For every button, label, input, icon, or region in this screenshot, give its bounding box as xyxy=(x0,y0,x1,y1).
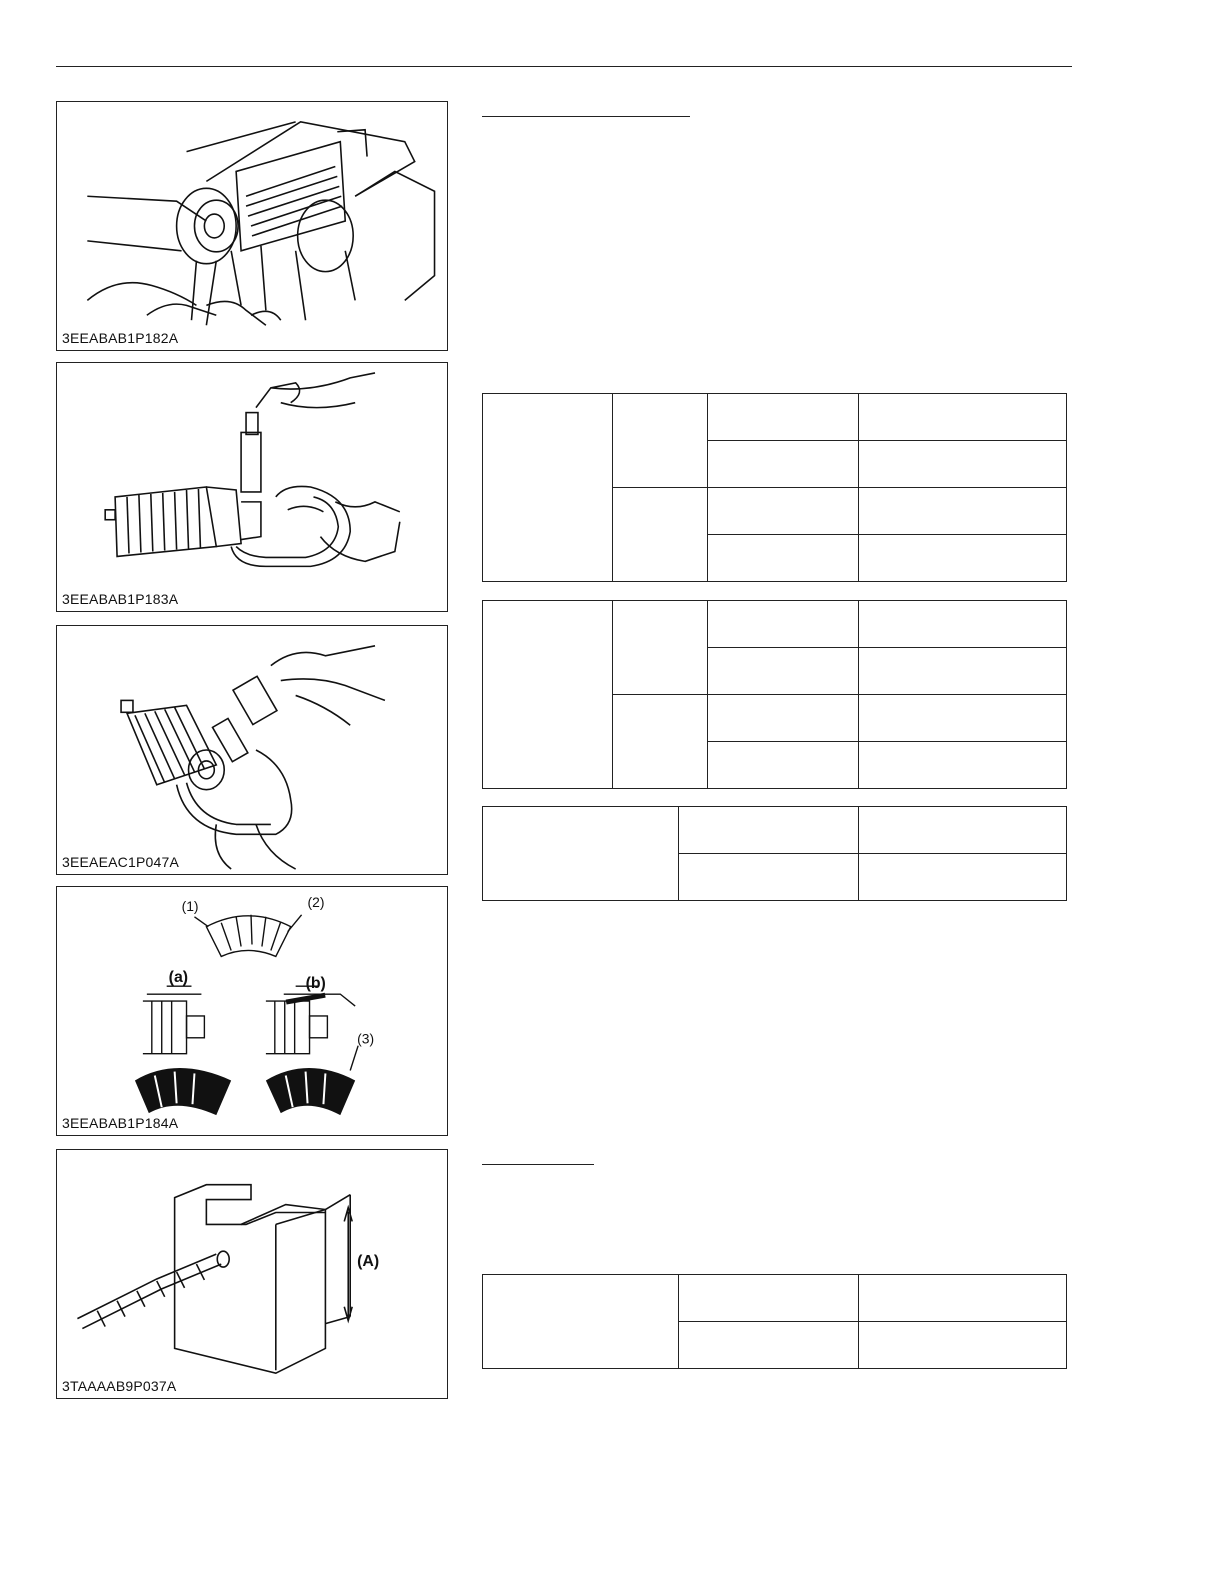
spec-table-commutator-od xyxy=(482,393,1067,582)
label-a: (a) xyxy=(168,969,189,987)
figure-brush-length xyxy=(56,1149,448,1399)
figure-armature-runout xyxy=(56,101,448,351)
label-1: (1) xyxy=(181,897,199,914)
table-row xyxy=(483,1275,1067,1322)
table-row xyxy=(483,601,1067,648)
label-2: (2) xyxy=(307,893,325,910)
label-b: (b) xyxy=(305,975,326,993)
figure-commutator-od xyxy=(56,625,448,875)
spec-table-runout xyxy=(482,600,1067,789)
figure-code: 3EEABAB1P184A xyxy=(62,1115,179,1131)
table-row xyxy=(483,394,1067,441)
figure-commutator-micrometer xyxy=(56,362,448,612)
heading-underline-brush xyxy=(482,1164,594,1165)
page-top-rule xyxy=(56,66,1072,67)
table-row xyxy=(483,807,1067,854)
figure-mica-undercut xyxy=(56,886,448,1136)
figure-code: 3TAAAAB9P037A xyxy=(62,1378,177,1394)
spec-table-mica-depth xyxy=(482,806,1067,901)
armature-runout-illustration xyxy=(57,102,447,350)
label-A: (A) xyxy=(357,1253,380,1271)
spec-table-brush-length xyxy=(482,1274,1067,1369)
figure-code: 3EEABAB1P183A xyxy=(62,591,179,607)
brush-length-illustration xyxy=(57,1150,447,1398)
label-3: (3) xyxy=(357,1030,375,1047)
figure-code: 3EEAEAC1P047A xyxy=(62,854,180,870)
figure-code: 3EEABAB1P182A xyxy=(62,330,179,346)
mica-undercut-illustration xyxy=(57,887,447,1135)
heading-underline-commutator xyxy=(482,116,690,117)
commutator-micrometer-illustration xyxy=(57,363,447,611)
commutator-od-illustration xyxy=(57,626,447,874)
